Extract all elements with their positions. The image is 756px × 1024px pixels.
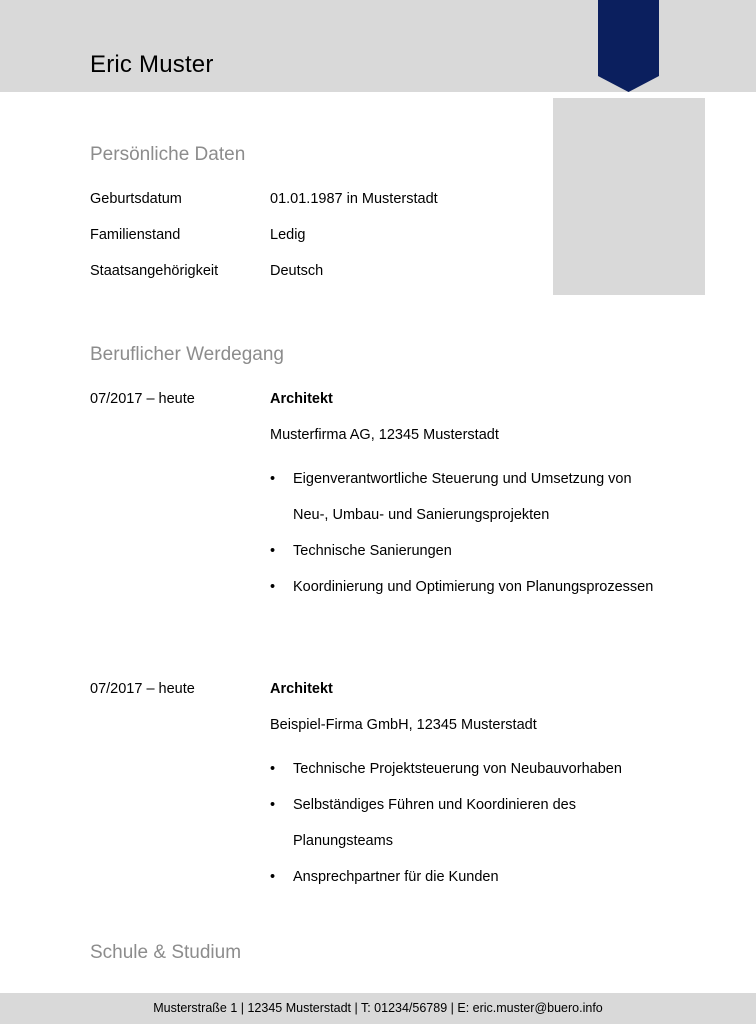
list-item-text: Technische Sanierungen [293,543,452,559]
personal-label: Geburtsdatum [90,191,182,207]
company-name: Beispiel-Firma GmbH, 12345 Musterstadt [270,717,537,733]
bullet-icon: • [270,869,276,885]
footer-contact: Musterstraße 1 | 12345 Musterstadt | T: 01234/56789 | E: eric.muster@buero.info [153,1001,603,1015]
task-list [270,453,670,605]
list-item-text: Eigenverantwortliche Steuerung und Umsetzung von Neu-, Umbau- und Sanierungsprojekten [293,471,632,523]
list-item [270,561,670,605]
section-title-personal: Persönliche Daten [90,144,246,165]
career-body [270,389,670,605]
company-name: Musterfirma AG, 12345 Musterstadt [270,427,499,443]
bookmark-ribbon-icon [598,0,659,92]
bullet-icon: • [270,471,276,487]
photo-placeholder [553,98,705,295]
personal-label: Staatsangehörigkeit [90,263,219,279]
section-title-education: Schule & Studium [90,942,242,963]
list-item-text: Ansprechpartner für die Kunden [293,869,499,885]
bullet-icon: • [270,579,276,595]
section-title-career: Beruflicher Werdegang [90,344,284,365]
job-title: Architekt [270,681,333,697]
career-date: 07/2017 – heute [90,391,195,407]
list-item-text: Selbständiges Führen und Koordinieren des Planungsteams [293,797,576,849]
personal-value: 01.01.1987 in Musterstadt [270,191,438,207]
bullet-icon: • [270,543,276,559]
list-item-text: Koordinierung und Optimierung von Planungsprozessen [293,579,654,595]
job-title: Architekt [270,391,333,407]
applicant-name: Eric Muster [90,51,214,78]
task-list [270,743,670,895]
career-body [270,679,670,895]
personal-value: Deutsch [270,263,324,279]
list-item-text: Technische Projektsteuerung von Neubauvorhaben [293,761,622,777]
personal-label: Familienstand [90,227,181,243]
footer-band [0,993,756,1024]
list-item [270,779,670,859]
personal-value: Ledig [270,227,306,243]
list-item [270,851,670,895]
list-item [270,453,670,533]
bullet-icon: • [270,761,276,777]
career-date: 07/2017 – heute [90,681,195,697]
bullet-icon: • [270,797,276,813]
